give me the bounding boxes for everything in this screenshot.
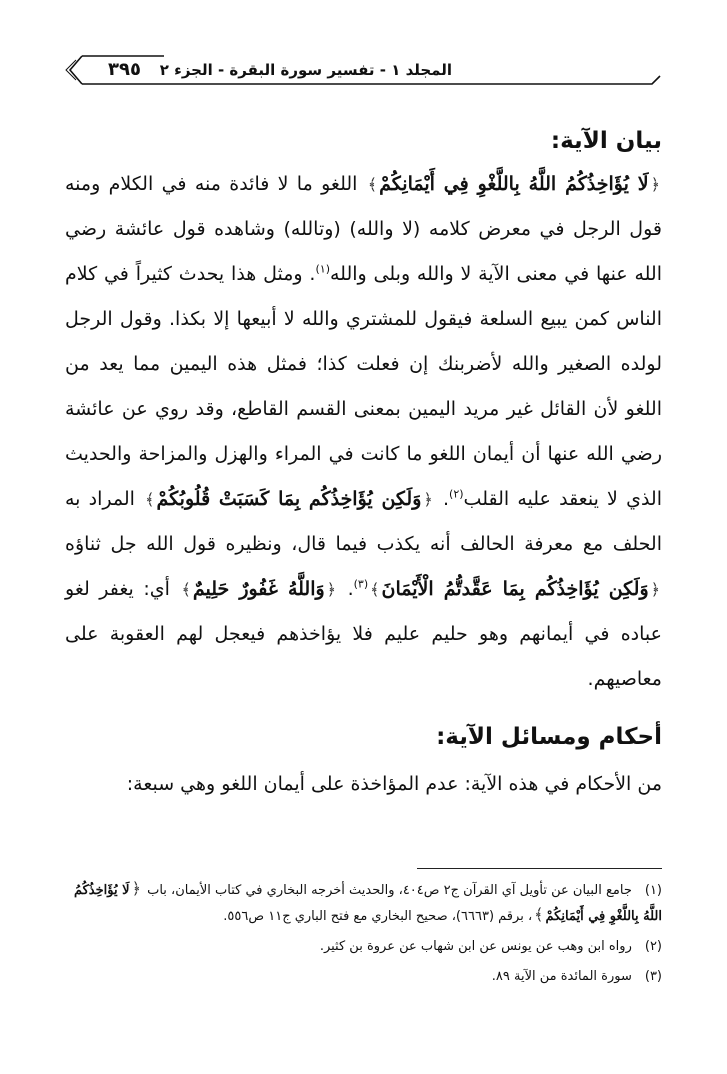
paragraph-text: المراد به الحلف مع معرفة الحالف أنه يكذب فيما قال، ونظيره قول الله جل ثناؤه [65,488,662,555]
main-content [65,120,662,807]
footnote-number: (٢) [644,939,662,954]
ornament-close: ﴾ [367,175,378,194]
header-title: المجلد ١ - تفسير سورة البقرة - الجزء ٢ [159,61,452,79]
footnote-1 [65,877,662,929]
footnote-text: ، برقم (٦٦٦٣)، صحيح البخاري مع فتح الباري ج١١ ص٥٥٦. [223,909,533,924]
paragraph-text: . ومثل هذا يحدث كثيراً في كلام الناس كمن يبيع السلعة فيقول للمشتري والله لا أبيعها إلا بكذا. وقول الرجل لولده الصغير والله لأضربنك إن فعلت كذا؛ فمثل هذه اليمين مما يعد من اللغو لأن القائل غير مريد اليمين بمعنى القسم القاطع، وقد روي عن عائشة رضي الله عنها أن أيمان اللغو ما كانت في المراء والهزل والمزاحة والحديث الذي لا ينعقد عليه القلب [65,263,663,510]
quran-verse: لَا يُؤَاخِذُكُمُ اللَّهُ بِاللَّغْوِ فِي أَيْمَانِكُمْ [73,883,662,924]
footnote-text: جامع البيان عن تأويل آي القرآن ج٢ ص٤٠٤، والحديث أخرجه البخاري في كتاب الأيمان، باب [147,883,632,898]
section-heading-rulings: أحكام ومسائل الآية: [436,724,662,750]
footnote-number: (٣) [644,969,662,984]
footnote-text: رواه ابن وهب عن يونس عن ابن شهاب عن عروة بن كثير. [319,939,632,954]
rulings-intro: من الأحكام في هذه الآية: عدم المؤاخذة على أيمان اللغو وهي سبعة: [126,773,662,795]
ornament-close: ﴾ [370,580,380,599]
explanation-paragraph [65,162,662,702]
quran-verse: لَا يُؤَاخِذُكُمُ اللَّهُ بِاللَّغْوِ فِي أَيْمَانِكُمْ [379,173,649,195]
ornament-close: ﴾ [534,905,544,924]
running-header [62,50,662,92]
ornament-open: ﴿ [423,490,433,509]
ornament-open: ﴿ [650,175,660,194]
ornament-open: ﴿ [326,580,337,599]
ornament-close: ﴾ [181,580,191,599]
ornament-open: ﴿ [131,879,141,898]
footnote-ref[interactable]: (٣) [353,577,369,591]
footnote-2 [65,935,662,959]
ornament-close: ﴾ [145,490,155,509]
paragraph-text: . [442,488,450,510]
quran-verse: وَلَكِن يُؤَاخِذُكُم بِمَا كَسَبَتْ قُلُوبُكُمْ [156,488,422,510]
ornament-open: ﴿ [650,580,661,599]
footnote-number: (١) [644,883,662,898]
page-number: ٣٩٥ [108,59,141,80]
footnotes [65,877,662,995]
paragraph-text: . [347,578,354,600]
paragraph-text: اللغو ما لا فائدة منه في الكلام ومنه قول الرجل في معرض كلامه (لا والله) (وتالله) وشاهده قول عائشة رضي الله عنها في معنى الآية لا والله وبلى والله [65,173,662,285]
footnote-text: سورة المائدة من الآية ٨٩. [491,969,632,984]
footnote-ref[interactable]: (٢) [449,487,464,501]
footnote-ref[interactable]: (١) [315,262,330,276]
quran-verse: وَلَكِن يُؤَاخِذُكُم بِمَا عَقَّدتُّمُ الْأَيْمَانَ [381,578,649,600]
footnote-3 [65,965,662,989]
paragraph-text: أي: يغفر لغو عباده في أيمانهم وهو حليم عليم فلا يؤاخذهم فيعجل لهم العقوبة على معاصيهم. [65,578,662,690]
quran-verse: وَاللَّهُ غَفُورٌ حَلِيمٌ [192,578,325,600]
footnote-divider [417,868,662,869]
section-heading-verse-explanation: بيان الآية: [550,128,662,154]
